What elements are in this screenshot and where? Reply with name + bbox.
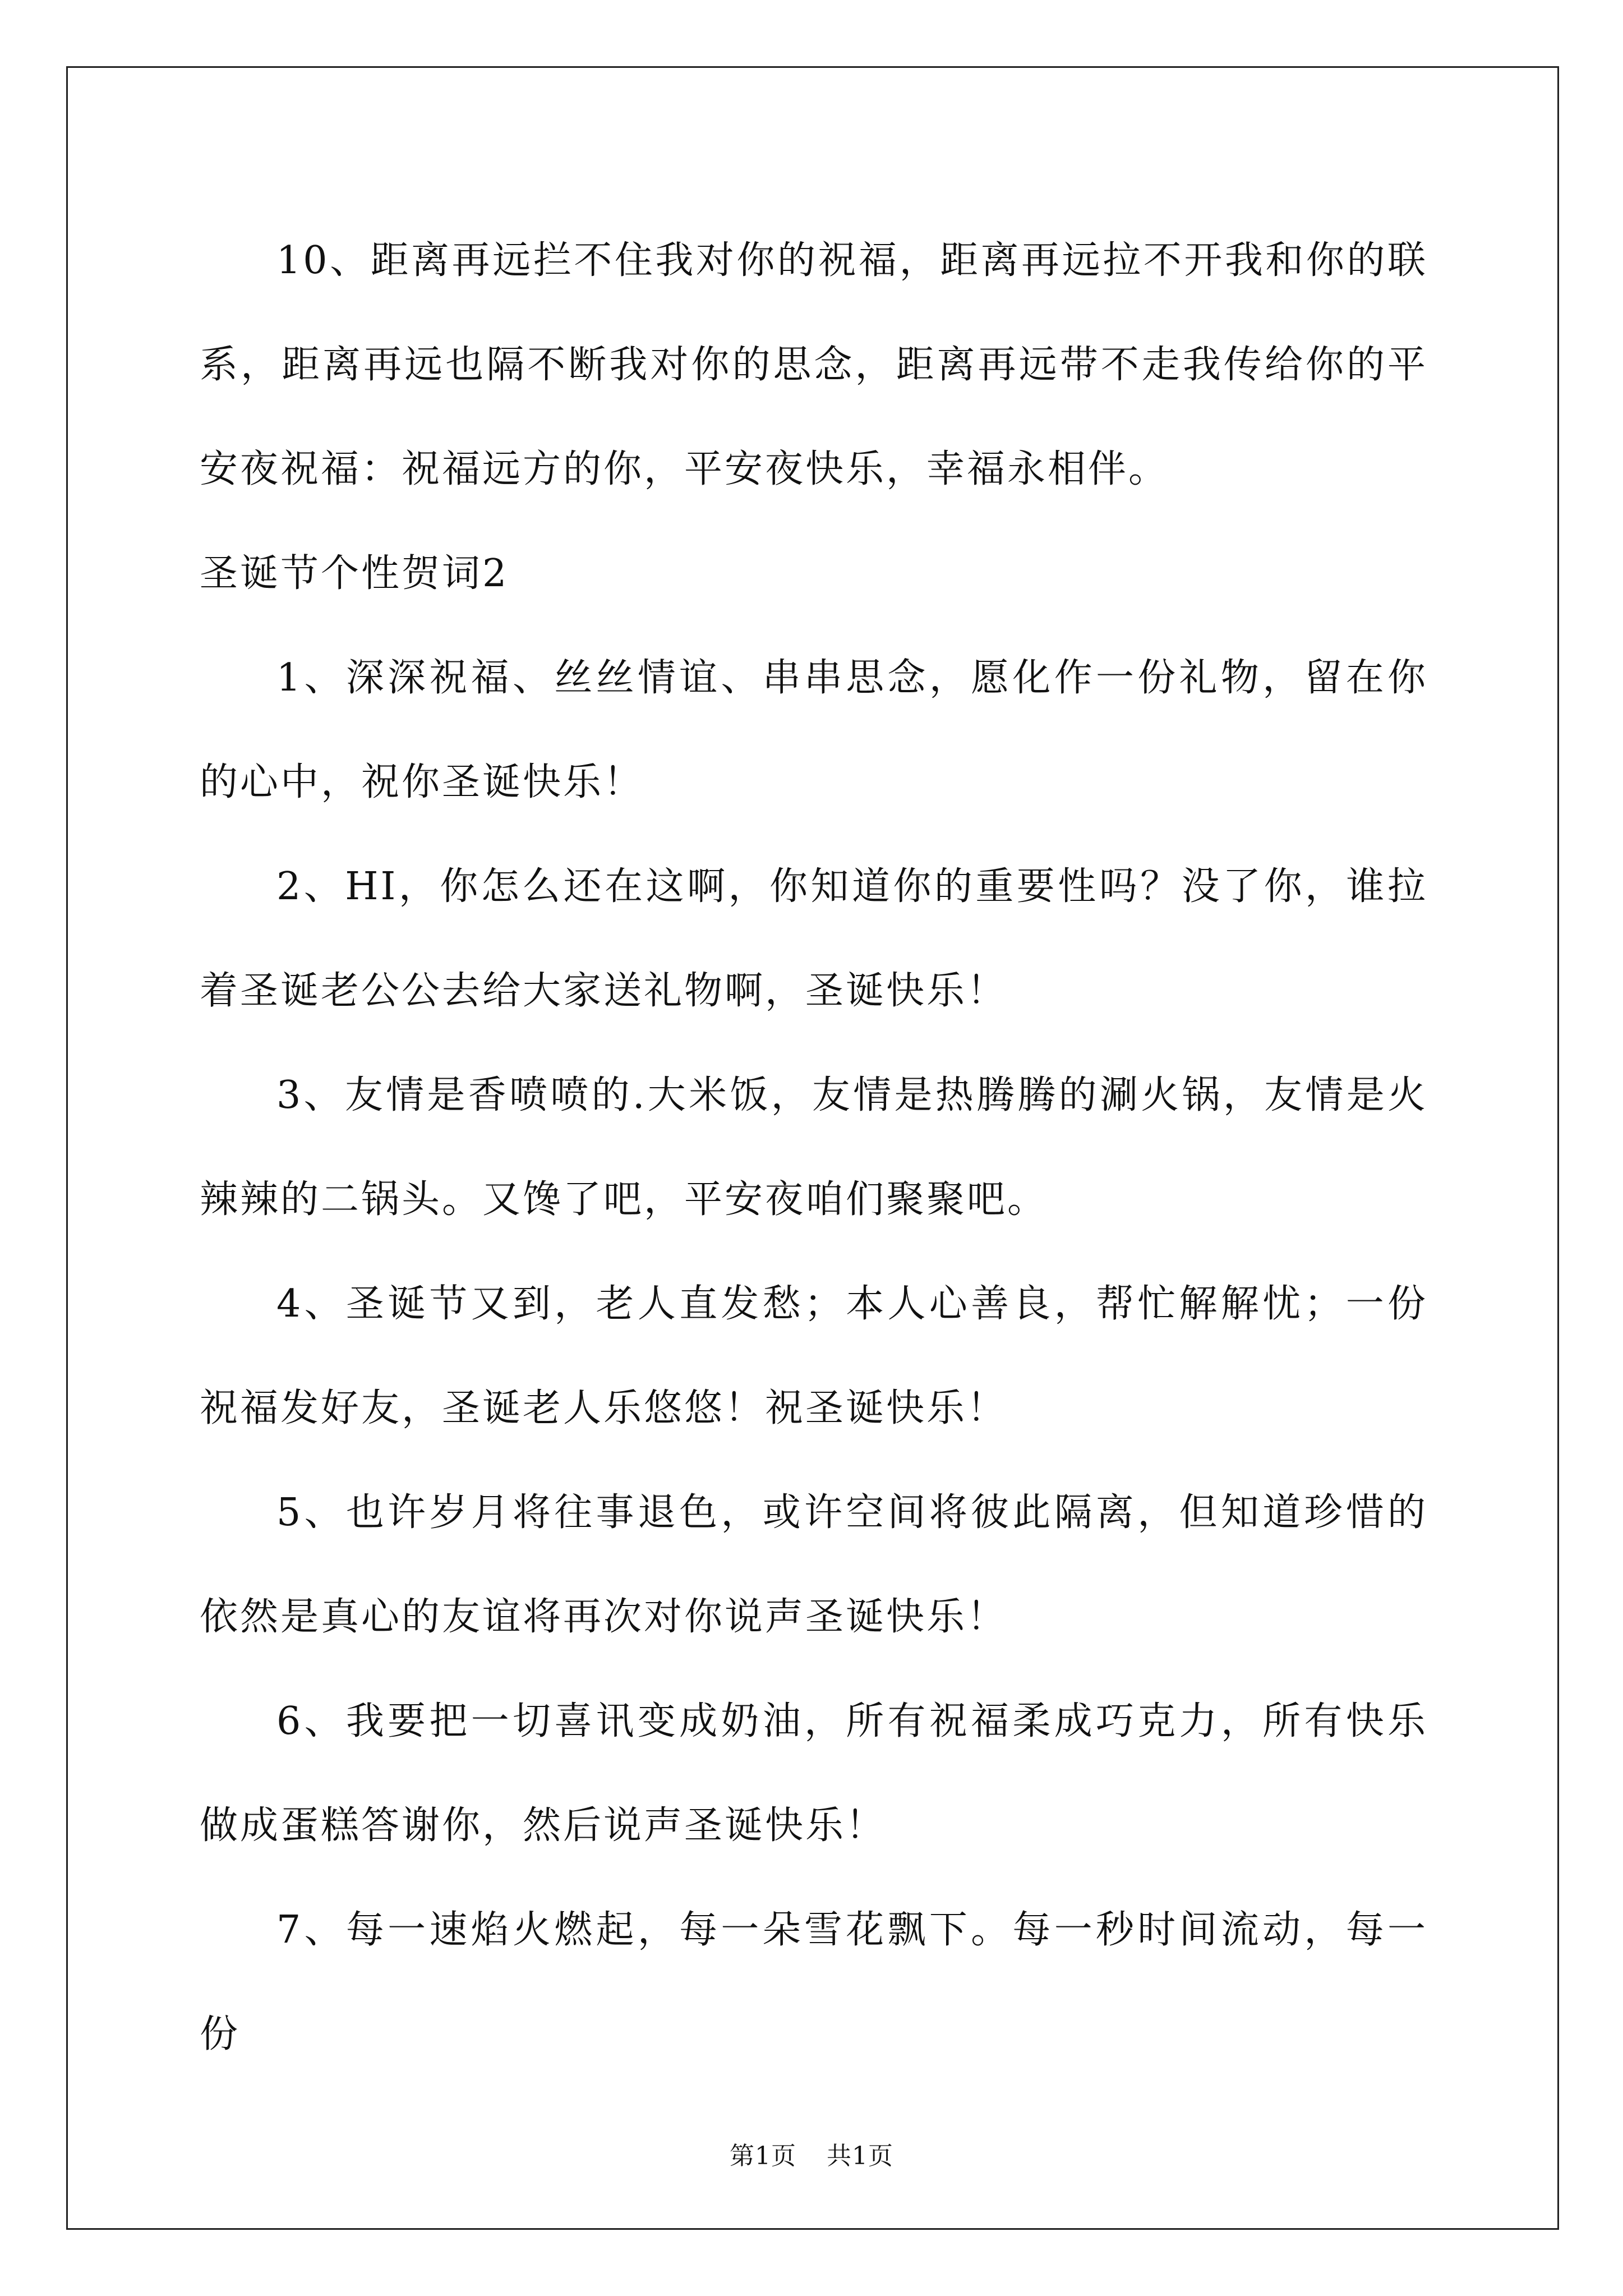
page-number-current: 第1页 xyxy=(730,2142,796,2170)
paragraph-2: 2、HI，你怎么还在这啊，你知道你的重要性吗？没了你，谁拉着圣诞老公公去给大家送礼物啊，圣诞快乐！ xyxy=(200,864,1428,1013)
page-footer xyxy=(0,2136,1623,2171)
paragraph-10: 10、距离再远拦不住我对你的祝福，距离再远拉不开我和你的联系，距离再远也隔不断我对你的思念，距离再远带不走我传给你的平安夜祝福：祝福远方的你，平安夜快乐，幸福永相伴。 xyxy=(200,238,1428,491)
document-body xyxy=(200,209,1428,2087)
paragraph-5: 5、也许岁月将往事退色，或许空间将彼此隔离，但知道珍惜的依然是真心的友谊将再次对你说声圣诞快乐！ xyxy=(200,1490,1428,1639)
paragraph-6: 6、我要把一切喜讯变成奶油，所有祝福柔成巧克力，所有快乐做成蛋糕答谢你，然后说声圣诞快乐！ xyxy=(200,1699,1428,1848)
paragraph-3: 3、友情是香喷喷的.大米饭，友情是热腾腾的涮火锅，友情是火辣辣的二锅头。又馋了吧，平安夜咱们聚聚吧。 xyxy=(200,1073,1428,1222)
paragraph-7: 7、每一速焰火燃起，每一朵雪花飘下。每一秒时间流动，每一份 xyxy=(200,1908,1428,2056)
page-number-total: 共1页 xyxy=(827,2142,893,2170)
section-heading: 圣诞节个性贺词2 xyxy=(200,551,509,596)
paragraph-4: 4、圣诞节又到，老人直发愁；本人心善良，帮忙解解忧；一份祝福发好友，圣诞老人乐悠悠！祝圣诞快乐！ xyxy=(200,1282,1428,1430)
paragraph-1: 1、深深祝福、丝丝情谊、串串思念，愿化作一份礼物，留在你的心中，祝你圣诞快乐！ xyxy=(200,656,1428,804)
